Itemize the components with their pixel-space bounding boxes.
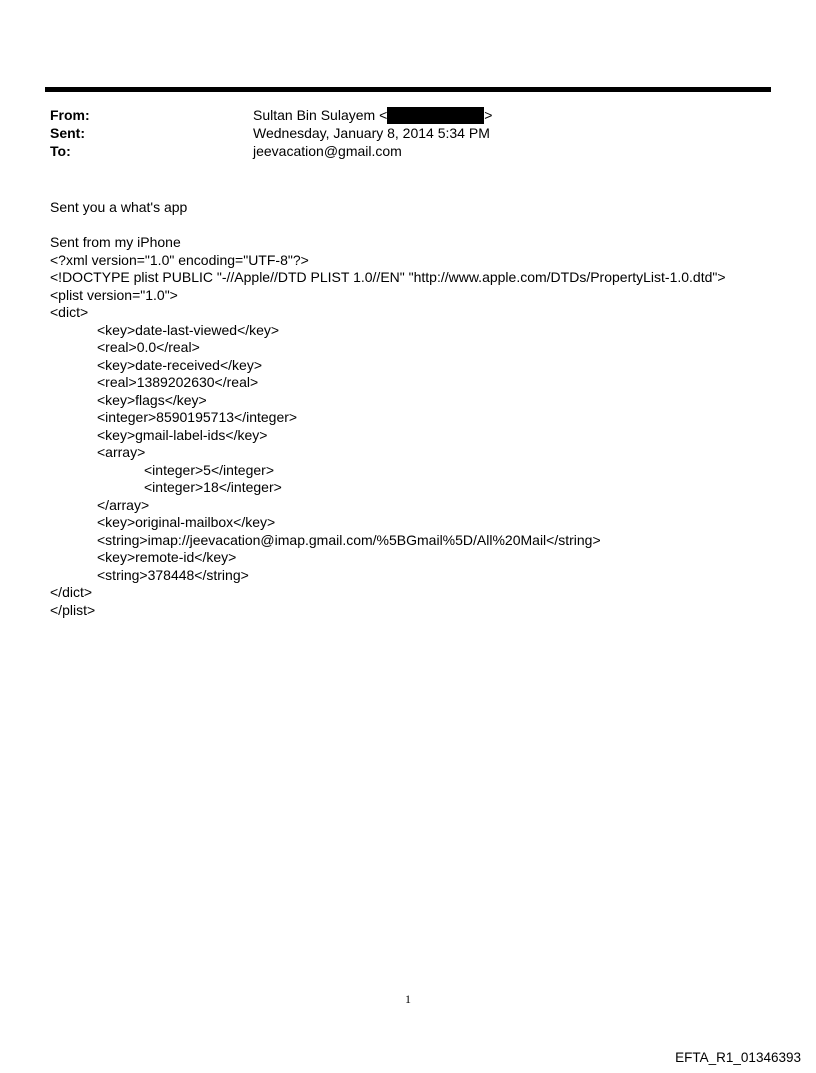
- email-body-line: </plist>: [50, 601, 96, 618]
- from-value: [253, 106, 492, 124]
- email-body-line: <key>date-received</key>: [97, 356, 262, 373]
- email-body-line: <key>gmail-label-ids</key>: [97, 426, 268, 443]
- from-value-suffix: >: [484, 107, 493, 123]
- email-body-line: Sent you a what's app: [50, 199, 188, 215]
- email-body-line: <integer>5</integer>: [144, 461, 274, 478]
- email-body-line: <key>original-mailbox</key>: [97, 514, 276, 530]
- header-row-from: [50, 106, 492, 124]
- email-body-line: <real>1389202630</real>: [97, 374, 259, 390]
- header-row-to: [50, 142, 492, 160]
- email-body-line: <array>: [97, 444, 146, 460]
- sent-label: Sent:: [50, 125, 85, 141]
- email-body-line: <real>0.0</real>: [97, 339, 200, 355]
- from-label: From:: [50, 107, 90, 123]
- email-body-line: <!DOCTYPE plist PUBLIC "-//Apple//DTD PLIST 1.0//EN" "http://www.apple.com/DTDs/PropertyList-1.0.dtd">: [50, 269, 726, 285]
- from-value-prefix: Sultan Bin Sulayem <: [253, 107, 388, 123]
- sent-value: Wednesday, January 8, 2014 5:34 PM: [253, 125, 490, 141]
- email-body-line: <key>flags</key>: [97, 391, 207, 408]
- email-body-line: <integer>8590195713</integer>: [97, 409, 298, 425]
- email-body: [50, 199, 726, 619]
- header-row-sent: [50, 124, 492, 142]
- email-body-line: <dict>: [50, 304, 89, 320]
- page-number: 1: [405, 992, 411, 1006]
- email-body-line: <plist version="1.0">: [50, 286, 178, 303]
- email-body-line: </dict>: [50, 584, 93, 600]
- header-divider-rule: [45, 87, 771, 92]
- email-body-line: <key>date-last-viewed</key>: [97, 321, 280, 338]
- to-value: jeevacation@gmail.com: [253, 143, 402, 159]
- email-body-line: [50, 217, 726, 235]
- email-header: [50, 106, 492, 160]
- bates-number: EFTA_R1_01346393: [675, 1050, 801, 1065]
- redaction-box: [387, 107, 484, 124]
- email-body-line: </array>: [97, 496, 150, 513]
- to-label: To:: [50, 143, 71, 159]
- email-body-line: Sent from my iPhone: [50, 234, 181, 250]
- email-body-line: <?xml version="1.0" encoding="UTF-8"?>: [50, 251, 309, 268]
- email-body-line: <integer>18</integer>: [144, 479, 282, 495]
- email-body-line: <string>imap://jeevacation@imap.gmail.com/%5BGmail%5D/All%20Mail</string>: [97, 531, 601, 548]
- email-body-line: <key>remote-id</key>: [97, 549, 237, 565]
- email-body-line: <string>378448</string>: [97, 566, 249, 583]
